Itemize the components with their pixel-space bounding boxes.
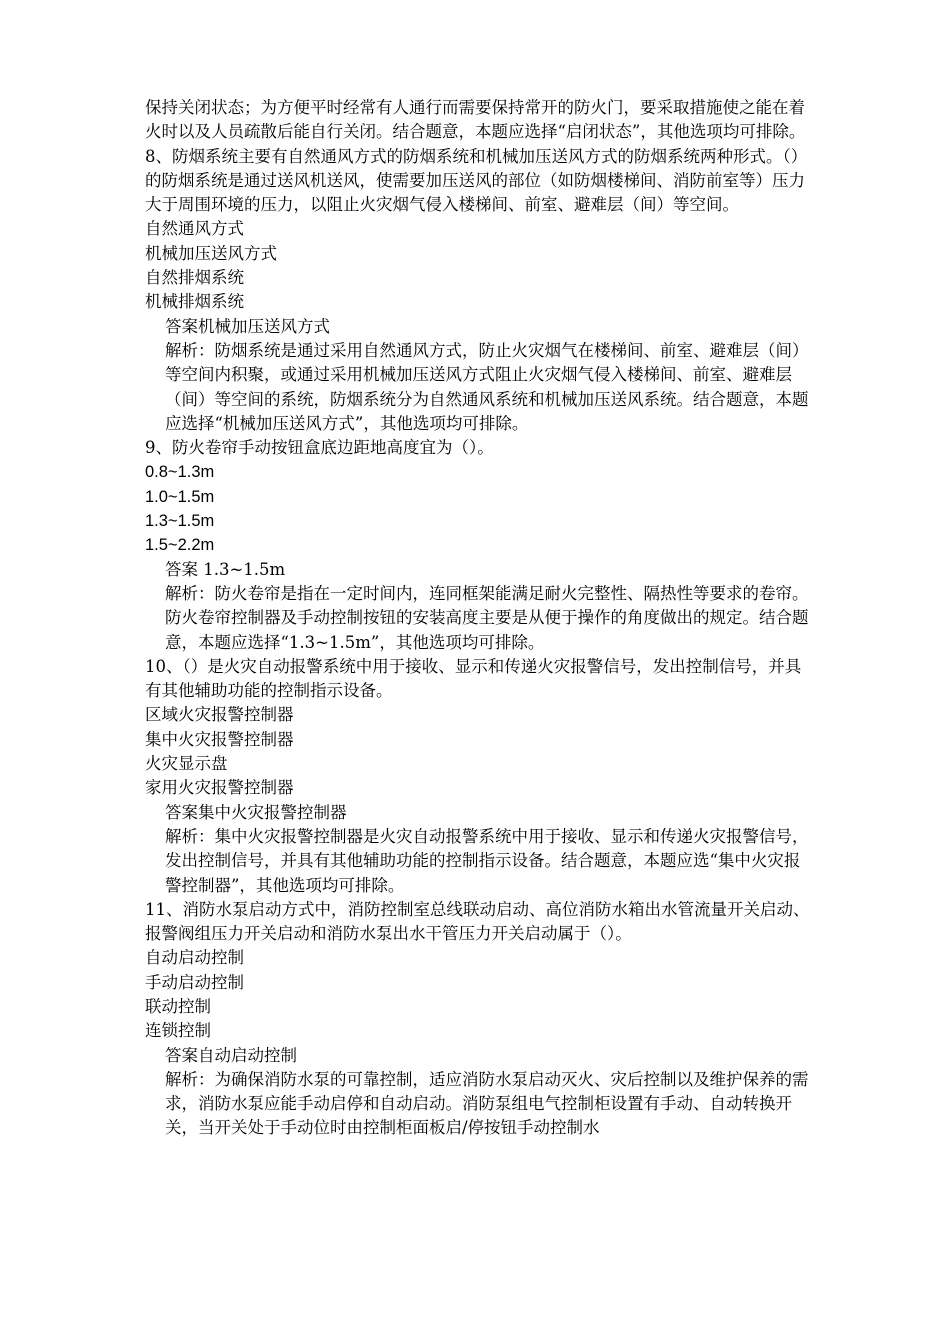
q8-option: 机械加压送风方式 <box>145 243 277 263</box>
q8-analysis: 解析：防烟系统是通过采用自然通风方式，防止火灾烟气在楼梯间、前室、避难层（间）等空间内积聚，或通过采用机械加压送风方式阻止火灾烟气侵入楼梯间、前室、避难层（间）等空间的系统，防烟系统分为自然通风系统和机械加压送风系统。结合题意，本题应选择“机械加压送风方式”，其他选项均可排除。 <box>165 340 809 433</box>
document-page <box>145 96 815 1141</box>
q8-option: 自然排烟系统 <box>145 268 244 288</box>
q9-question: 9、防火卷帘手动按钮盒底边距地高度宜为（）。 <box>145 438 494 458</box>
q9-answer: 答案 1.3~1.5m <box>165 559 286 579</box>
q10-analysis: 解析：集中火灾报警控制器是火灾自动报警系统中用于接收、显示和传递火灾报警信号，发出控制信号，并具有其他辅助功能的控制指示设备。结合题意，本题应选“集中火灾报警控制器”，其他选项均可排除。 <box>165 826 809 895</box>
q10-option: 集中火灾报警控制器 <box>145 729 294 749</box>
q11-question: 11、消防水泵启动方式中，消防控制室总线联动启动、高位消防水箱出水管流量开关启动、报警阀组压力开关启动和消防水泵出水干管压力开关启动属于（）。 <box>145 899 810 944</box>
q11-analysis: 解析：为确保消防水泵的可靠控制，适应消防水泵启动灭火、灾后控制以及维护保养的需求，消防水泵应能手动启停和自动启动。消防泵组电气控制柜设置有手动、自动转换开关，当开关处于手动位时由控制柜面板启/停按钮手动控制水 <box>165 1069 809 1138</box>
q11-option: 联动控制 <box>145 996 211 1016</box>
q7-tail-text: 保持关闭状态；为方便平时经常有人通行而需要保持常开的防火门，要采取措施使之能在着火时以及人员疏散后能自行关闭。结合题意，本题应选择“启闭状态”，其他选项均可排除。 <box>145 98 806 142</box>
q9-option: 1.3~1.5m <box>145 512 215 531</box>
q10-option: 区域火灾报警控制器 <box>145 705 294 725</box>
q8-answer: 答案机械加压送风方式 <box>165 316 330 336</box>
q9-option: 1.5~2.2m <box>145 536 215 555</box>
q11-option: 连锁控制 <box>145 1021 211 1041</box>
q8-option: 自然通风方式 <box>145 219 244 239</box>
q10-option: 家用火灾报警控制器 <box>145 778 294 798</box>
q10-answer: 答案集中火灾报警控制器 <box>165 802 347 822</box>
q9-option: 1.0~1.5m <box>145 487 215 506</box>
q9-analysis: 解析：防火卷帘是指在一定时间内，连同框架能满足耐火完整性、隔热性等要求的卷帘。防火卷帘控制器及手动控制按钮的安装高度主要是从便于操作的角度做出的规定。结合题意，本题应选择“1.3~1.5m”，其他选项均可排除。 <box>165 583 809 652</box>
q10-question: 10、（）是火灾自动报警系统中用于接收、显示和传递火灾报警信号，发出控制信号，并具有其他辅助功能的控制指示设备。 <box>145 656 802 701</box>
q8-option: 机械排烟系统 <box>145 292 244 312</box>
q11-option: 手动启动控制 <box>145 972 244 992</box>
q11-answer: 答案自动启动控制 <box>165 1045 297 1065</box>
q11-option: 自动启动控制 <box>145 948 244 968</box>
q9-option: 0.8~1.3m <box>145 463 215 482</box>
q10-option: 火灾显示盘 <box>145 754 228 774</box>
q8-question: 8、防烟系统主要有自然通风方式的防烟系统和机械加压送风方式的防烟系统两种形式。（）的防烟系统是通过送风机送风，使需要加压送风的部位（如防烟楼梯间、消防前室等）压力大于周围环境的压力，以阻止火灾烟气侵入楼梯间、前室、避难层（间）等空间。 <box>145 146 808 215</box>
